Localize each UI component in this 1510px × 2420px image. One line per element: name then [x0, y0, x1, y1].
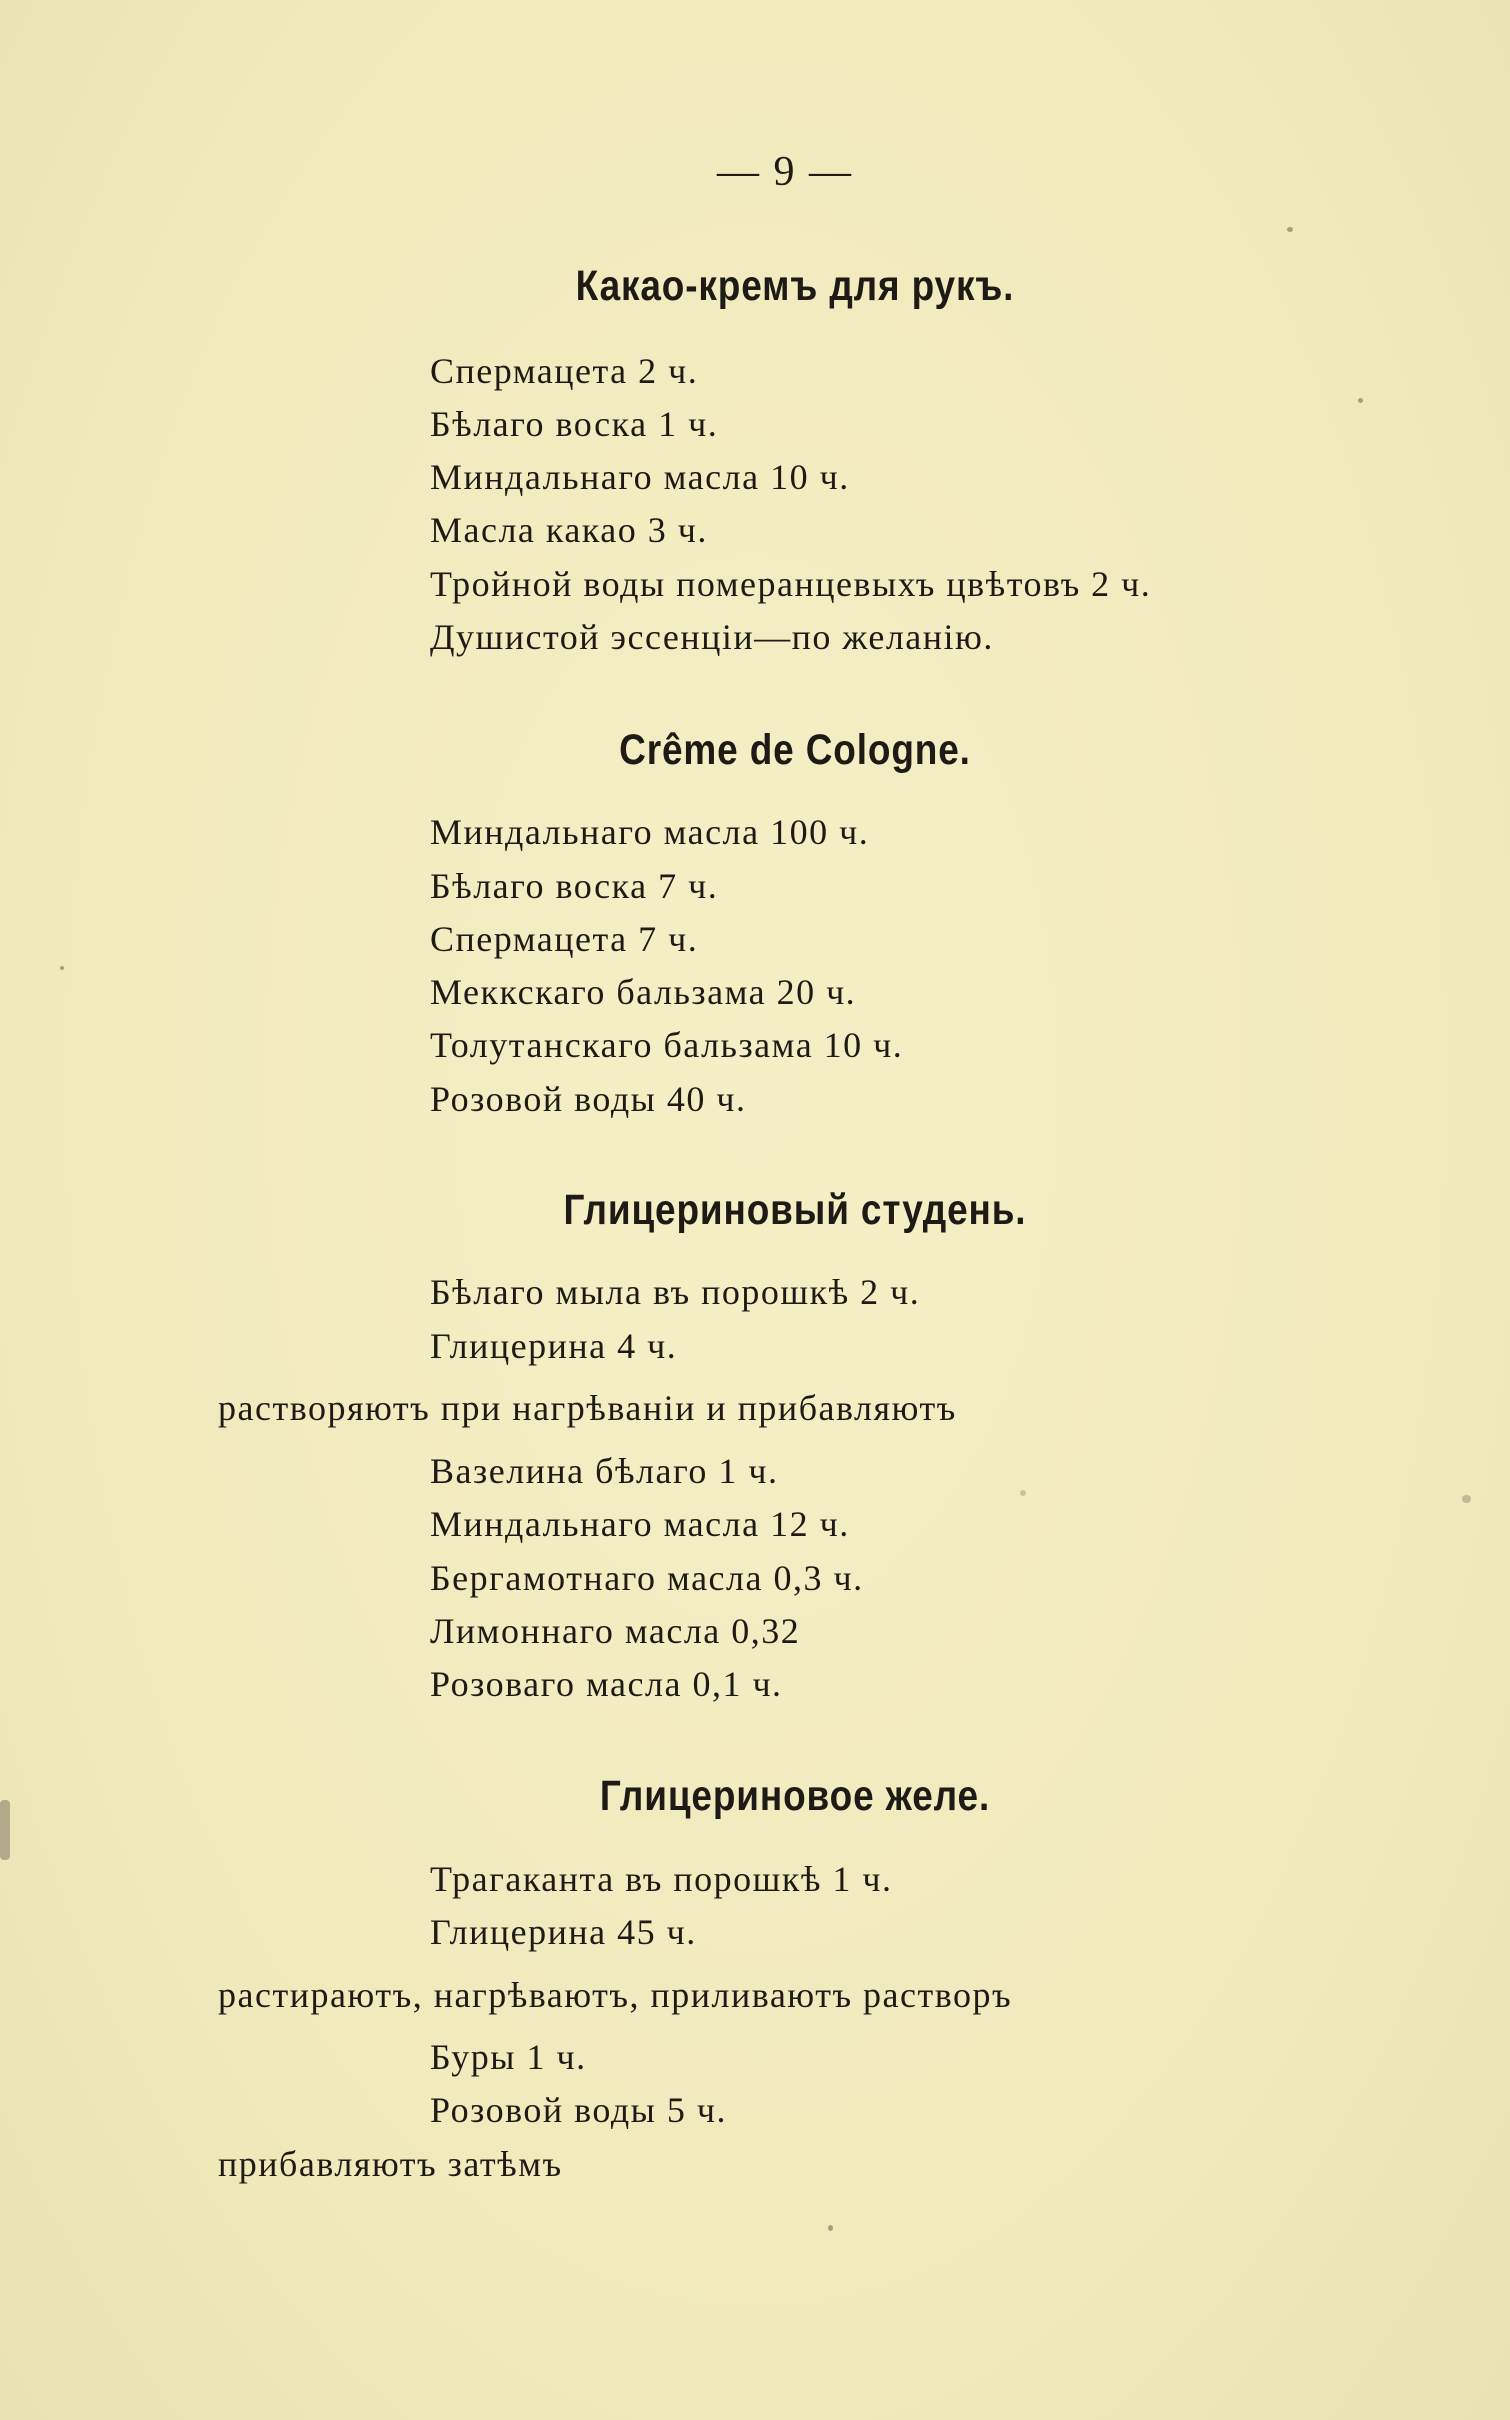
recipe-line: Розовой воды 5 ч. [430, 2090, 727, 2130]
section-title: Crême de Cologne. [619, 726, 971, 774]
recipe-line: Бѣлаго воска 7 ч. [430, 866, 719, 906]
recipe-line: Душистой эссенціи—по желанію. [430, 617, 994, 657]
recipe-line: Миндальнаго масла 10 ч. [430, 457, 850, 497]
recipe-line: Розовой воды 40 ч. [430, 1079, 747, 1119]
recipe-line: Масла какао 3 ч. [430, 510, 708, 550]
instruction-line: прибавляютъ затѣмъ [218, 2144, 563, 2184]
paper-speck [1358, 398, 1363, 403]
section-title: Глицериновый студень. [563, 1186, 1027, 1234]
recipe-line: Бѣлаго воска 1 ч. [430, 404, 719, 444]
recipe-line: Миндальнаго масла 100 ч. [430, 812, 870, 852]
paper-speck [60, 966, 64, 970]
section-title: Глицериновое желе. [599, 1772, 991, 1820]
paper-speck [828, 2225, 833, 2231]
recipe-line: Глицерина 4 ч. [430, 1326, 678, 1366]
recipe-line: Бѣлаго мыла въ порошкѣ 2 ч. [430, 1272, 921, 1312]
recipe-line: Спермацета 2 ч. [430, 351, 699, 391]
recipe-line: Лимоннаго масла 0,32 [430, 1611, 801, 1651]
recipe-line: Тройной воды померанцевыхъ цвѣтовъ 2 ч. [430, 564, 1152, 604]
instruction-line: растворяютъ при нагрѣваніи и прибавляютъ [218, 1388, 957, 1428]
paper-speck [1462, 1495, 1471, 1503]
recipe-line: Меккскаго бальзама 20 ч. [430, 972, 857, 1012]
section-title: Какао-кремъ для рукъ. [575, 262, 1015, 310]
recipe-line: Миндальнаго масла 12 ч. [430, 1504, 850, 1544]
page-number: — 9 — [717, 149, 853, 195]
edge-mark [0, 1800, 10, 1860]
recipe-line: Спермацета 7 ч. [430, 919, 699, 959]
instruction-line: растираютъ, нагрѣваютъ, приливаютъ растворъ [218, 1975, 1013, 2015]
recipe-line: Вазелина бѣлаго 1 ч. [430, 1451, 779, 1491]
paper-speck [1020, 1490, 1026, 1496]
recipe-line: Трагаканта въ порошкѣ 1 ч. [430, 1859, 893, 1899]
recipe-line: Бергамотнаго масла 0,3 ч. [430, 1558, 864, 1598]
paper-speck [1287, 227, 1293, 232]
recipe-line: Буры 1 ч. [430, 2037, 587, 2077]
recipe-line: Розоваго масла 0,1 ч. [430, 1664, 783, 1704]
recipe-line: Толутанскаго бальзама 10 ч. [430, 1025, 904, 1065]
recipe-line: Глицерина 45 ч. [430, 1912, 697, 1952]
